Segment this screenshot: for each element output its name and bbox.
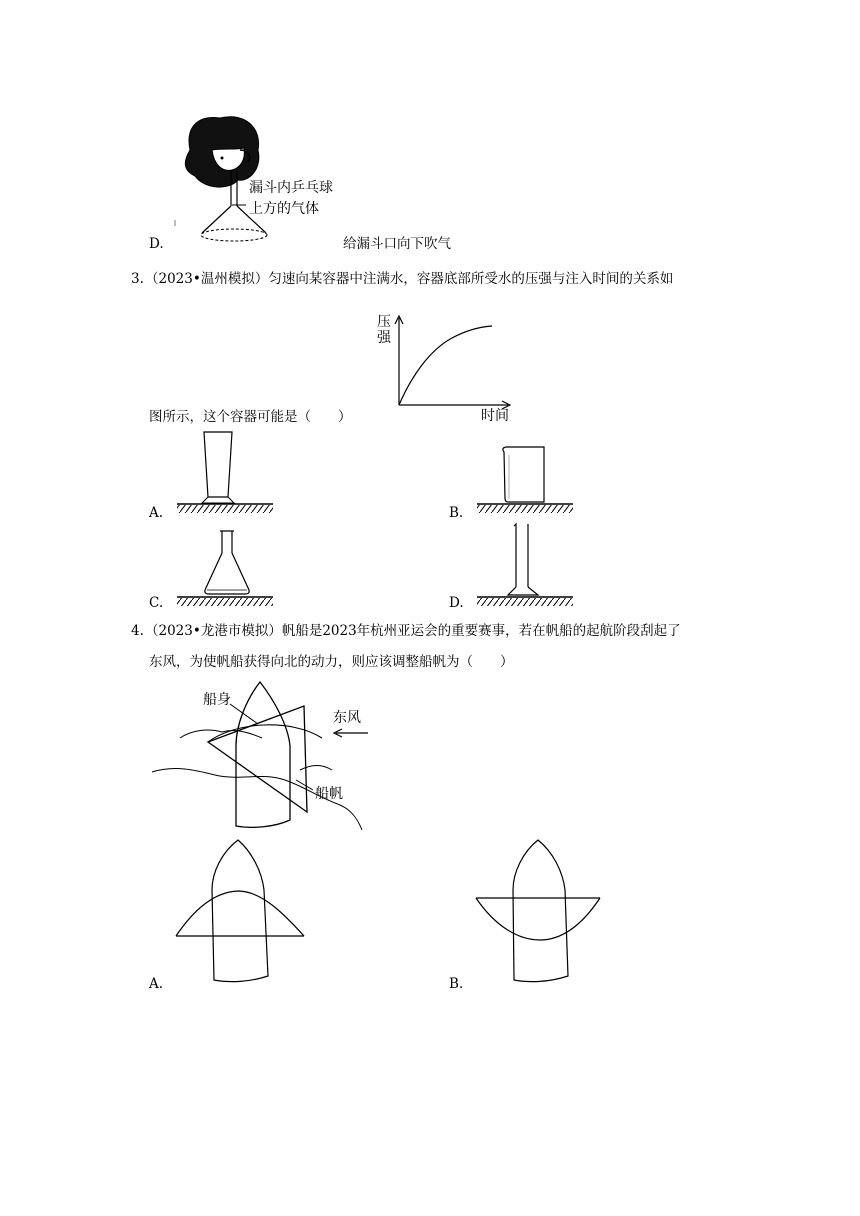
funnel-label-line2: 上方的气体 [249, 201, 319, 217]
option-3c: C. [149, 595, 164, 611]
label-wind: 东风 [333, 710, 361, 726]
option-d-letter: D. [149, 236, 164, 252]
question-4-stem-line1: （2023•龙港市模拟）帆船是2023年杭州亚运会的重要赛事，若在帆船的起航阶段刮起了 [145, 623, 681, 639]
option-3d: D. [449, 595, 464, 611]
question-3-stem-line2: 图所示，这个容器可能是（ ） [149, 409, 352, 425]
sail-option-a [176, 840, 304, 982]
label-sail: 船帆 [315, 786, 343, 802]
sail-option-b [476, 840, 600, 982]
option-4b: B. [449, 976, 464, 992]
funnel-label-line1: 漏斗内乒乓球 [249, 180, 333, 196]
question-4-number: 4. [131, 623, 144, 639]
question-3-number: 3. [131, 271, 144, 287]
label-hull: 船身 [203, 692, 231, 708]
option-3a: A. [149, 505, 164, 521]
graph-y-label: 压强 [377, 314, 391, 346]
option-3b: B. [449, 505, 464, 521]
option-d-caption: 给漏斗口向下吹气 [343, 236, 451, 252]
question-4-stem-line2: 东风，为使帆船获得向北的动力，则应该调整船帆为（ ） [149, 654, 514, 670]
graph-x-label: 时间 [481, 408, 509, 424]
question-3-stem-line1: （2023•温州模拟）匀速向某容器中注满水，容器底部所受水的压强与注入时间的关系如 [145, 271, 674, 287]
option-4a: A. [149, 976, 164, 992]
